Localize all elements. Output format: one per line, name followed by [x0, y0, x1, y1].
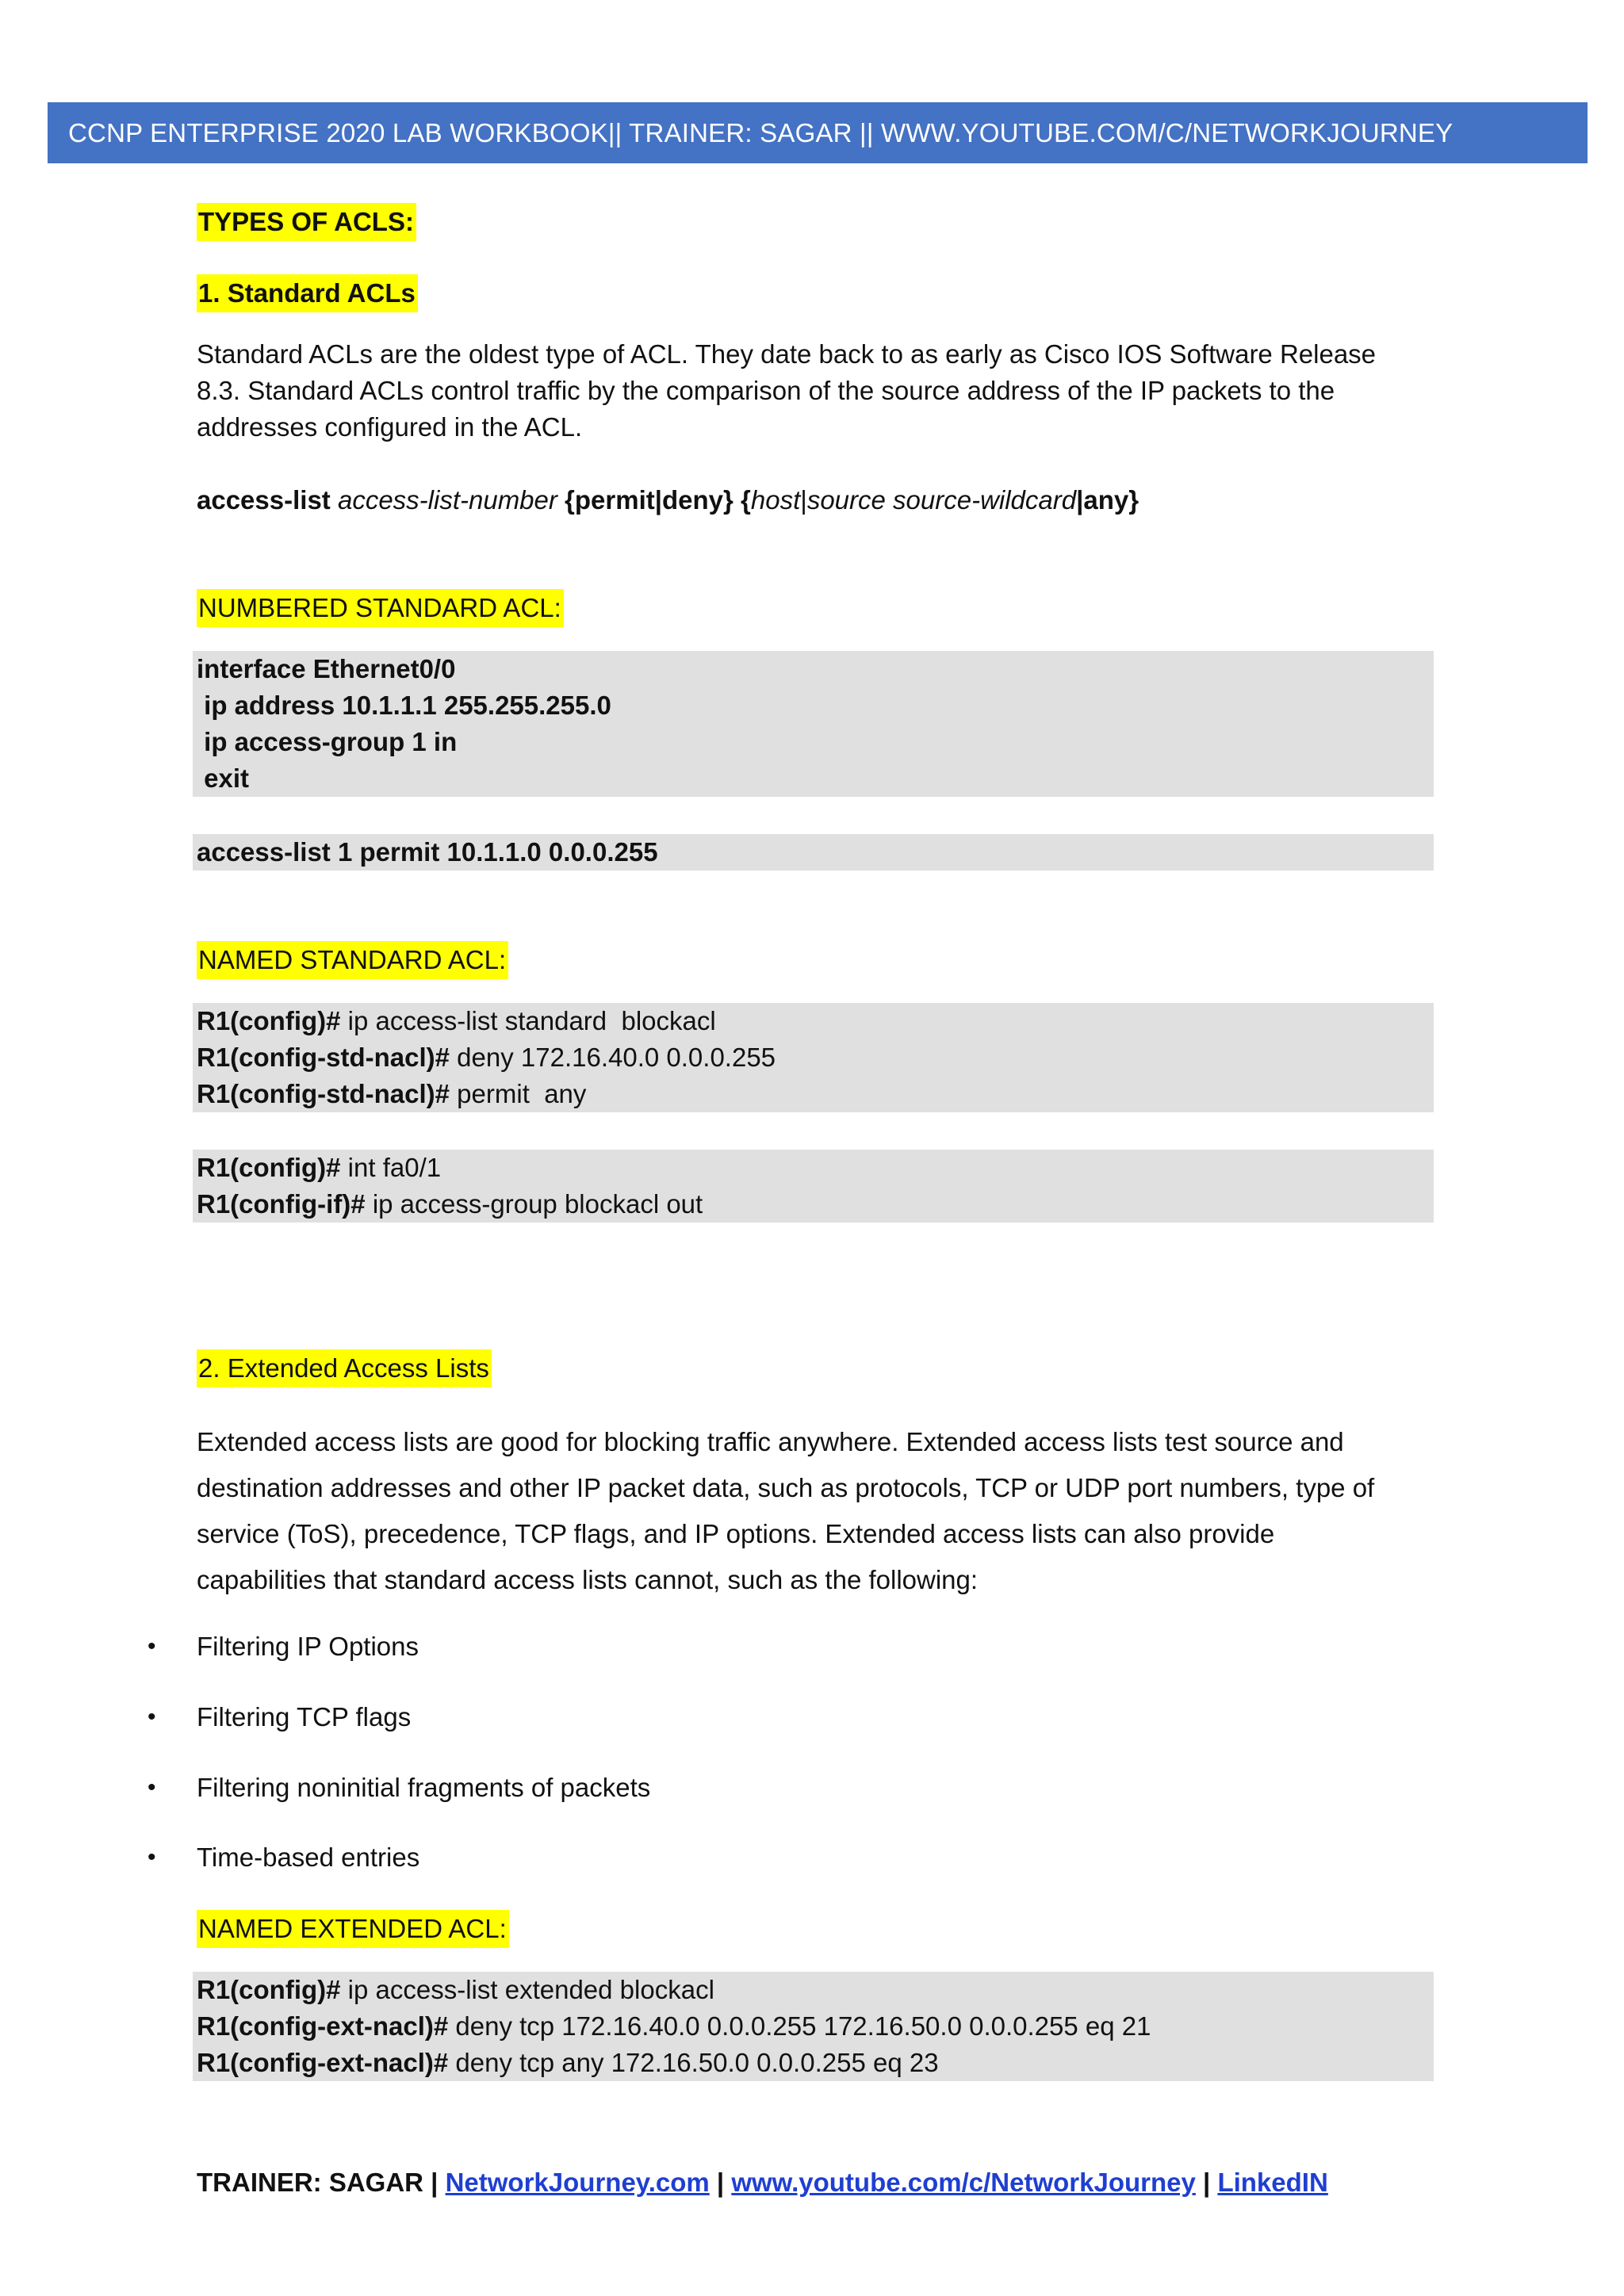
bullet-item: Filtering noninitial fragments of packets [197, 1773, 651, 1802]
page-header: CCNP ENTERPRISE 2020 LAB WORKBOOK|| TRAINER: SAGAR || WWW.YOUTUBE.COM/C/NETWORKJOURNEY [48, 102, 1588, 163]
bullet-dot: • [147, 1774, 156, 1800]
extended-acl-heading: 2. Extended Access Lists [197, 1349, 492, 1387]
bullet-dot: • [147, 1844, 156, 1870]
bullet-item: Filtering TCP flags [197, 1702, 412, 1732]
named-standard-interface-config: R1(config)# int fa0/1 R1(config-if)# ip access-group blockacl out [193, 1150, 1434, 1223]
standard-acl-heading: 1. Standard ACLs [197, 274, 418, 312]
numbered-acl-config: access-list 1 permit 10.1.1.0 0.0.0.255 [193, 834, 1434, 871]
networkjourney-link[interactable]: NetworkJourney.com [445, 2168, 710, 2197]
footer-trainer: TRAINER: SAGAR | [197, 2168, 446, 2197]
numbered-interface-config: interface Ethernet0/0 ip address 10.1.1.1 255.255.255.0 ip access-group 1 in exit [193, 651, 1434, 797]
named-standard-heading: NAMED STANDARD ACL: [197, 941, 508, 979]
extended-acl-description: Extended access lists are good for blocking traffic anywhere. Extended access lists test source and destination addresses and other IP packet data, such as protocols, TCP or UDP port numbers, type of service (ToS), precedence, TCP flags, and IP options. Extended access lists can also provide capabilities that standard access lists cannot, such as the following: [197, 1427, 1375, 1594]
standard-acl-syntax: access-list access-list-number {permit|deny} {host|source source-wildcard|any} [197, 485, 1139, 515]
bullet-item: Time-based entries [197, 1843, 420, 1872]
numbered-standard-heading: NUMBERED STANDARD ACL: [197, 589, 564, 627]
linkedin-link[interactable]: LinkedIN [1217, 2168, 1328, 2197]
named-extended-acl-config: R1(config)# ip access-list extended blockacl R1(config-ext-nacl)# deny tcp 172.16.40.0 0.0.0.255 172.16.50.0 0.0.0.255 eq 21 R1(config-ext-nacl)# deny tcp any 172.16.50.0 0.0.0.255 eq 23 [193, 1972, 1434, 2081]
bullet-dot: • [147, 1633, 156, 1659]
named-standard-acl-config: R1(config)# ip access-list standard blockacl R1(config-std-nacl)# deny 172.16.40.0 0.0.0.255 R1(config-std-nacl)# permit any [193, 1003, 1434, 1112]
page-footer: TRAINER: SAGAR | NetworkJourney.com | www.youtube.com/c/NetworkJourney | LinkedIN [197, 2168, 1328, 2197]
bullet-item: Filtering IP Options [197, 1632, 419, 1661]
standard-acl-description: Standard ACLs are the oldest type of ACL. They date back to as early as Cisco IOS Software Release 8.3. Standard ACLs control traffic by the comparison of the source address of the IP packets to the addresses configured in the ACL. [197, 339, 1377, 442]
types-heading: TYPES OF ACLS: [197, 203, 416, 241]
youtube-link[interactable]: www.youtube.com/c/NetworkJourney [731, 2168, 1196, 2197]
bullet-dot: • [147, 1704, 156, 1730]
named-extended-heading: NAMED EXTENDED ACL: [197, 1910, 509, 1948]
